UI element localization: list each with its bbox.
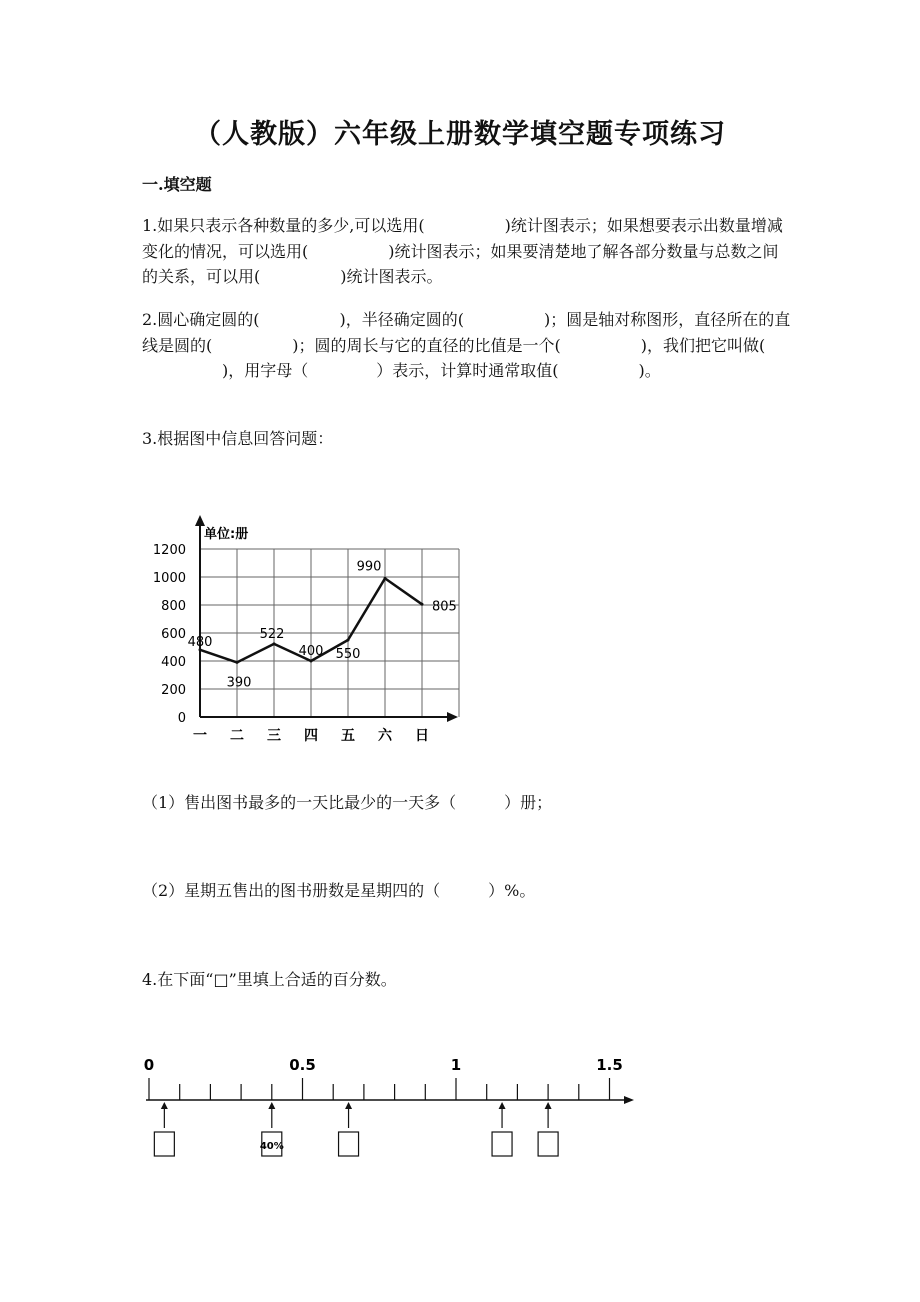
pointer-arrow-head: [499, 1102, 506, 1109]
question-3: 3.根据图中信息回答问题：: [142, 429, 334, 448]
pointer-arrow-head: [268, 1102, 275, 1109]
x-tick-label: 一: [193, 728, 207, 744]
chart-unit-label: 单位:册: [204, 527, 249, 542]
y-tick-label: 1200: [152, 543, 186, 558]
number-line: [130, 1040, 650, 1170]
q1-text-1: 如果只表示各种数量的多少,可以选用(: [157, 216, 425, 235]
answer-box: [154, 1132, 174, 1156]
number-line-pointers: [161, 1102, 552, 1128]
answer-box: [538, 1132, 558, 1156]
x-tick-label: 三: [267, 728, 281, 744]
data-label: 480: [187, 634, 213, 650]
data-point: [347, 639, 350, 642]
data-point: [236, 661, 239, 664]
chart-data-labels: [188, 559, 457, 690]
question-3-sub-2: （2）星期五售出的图书册数是星期四的（ ）%。: [142, 881, 536, 900]
q2-text-8: )。: [638, 361, 661, 380]
q1-number: 1.: [142, 216, 158, 235]
chart-grid: [200, 549, 459, 717]
y-axis-arrow: [195, 515, 205, 526]
q2-text-4: )；圆的周长与它的直径的比值是一个(: [292, 335, 561, 355]
data-label: 805: [432, 599, 457, 615]
question-2: [142, 307, 792, 384]
y-tick-label: 600: [161, 627, 186, 642]
x-tick-label: 六: [378, 728, 392, 744]
question-4: 4.在下面“□”里填上合适的百分数。: [142, 970, 397, 989]
number-line-ticks: [149, 1078, 610, 1100]
number-label: 0.5: [289, 1056, 316, 1074]
data-point: [273, 642, 276, 645]
data-point: [421, 603, 424, 606]
number-label: 1.5: [596, 1056, 623, 1074]
data-point: [310, 660, 313, 663]
x-axis-arrow: [447, 712, 458, 722]
q2-text-2: )，半径确定圆的(: [339, 310, 465, 329]
data-point: [384, 577, 387, 580]
x-tick-label: 五: [341, 728, 355, 744]
answer-box: [492, 1132, 512, 1156]
q1-text-4: )统计图表示。: [340, 267, 443, 286]
q2-text-1: 圆心确定圆的(: [157, 310, 260, 329]
section-heading: 一.填空题: [142, 175, 212, 194]
chart-y-ticks: [153, 543, 186, 726]
pointer-arrow-head: [345, 1102, 352, 1109]
x-tick-label: 日: [415, 728, 429, 744]
number-line-axis: [146, 1096, 634, 1104]
answer-box-value: 40%: [259, 1141, 284, 1152]
number-label: 0: [143, 1056, 155, 1074]
q2-text-6: )，用字母（: [222, 361, 309, 380]
data-label: 522: [259, 626, 285, 642]
number-line-labels: [144, 1056, 623, 1074]
line-chart: [140, 505, 470, 755]
page-title: （人教版）六年级上册数学填空题专项练习: [194, 119, 726, 150]
x-tick-label: 四: [304, 728, 318, 744]
x-tick-label: 二: [230, 728, 244, 744]
q2-number: 2.: [142, 310, 158, 329]
pointer-arrow-head: [161, 1102, 168, 1109]
q2-text-3: )；圆是轴对称图形，直径所在的直线是圆的(: [142, 310, 791, 355]
chart-axes: [195, 515, 458, 722]
axis-arrow: [624, 1096, 634, 1104]
number-label: 1: [450, 1056, 462, 1074]
data-label: 550: [335, 647, 361, 662]
y-tick-label: 400: [161, 655, 186, 670]
data-label: 990: [356, 559, 382, 575]
question-3-sub-1: （1）售出图书最多的一天比最少的一天多（ ）册；: [142, 793, 553, 812]
q1-text-3: )统计图表示；如果要清楚地了解各部分数量与总数之间的关系，可以用(: [142, 241, 779, 286]
y-tick-label: 800: [161, 599, 186, 614]
pointer-arrow-head: [545, 1102, 552, 1109]
answer-boxes: [154, 1132, 558, 1156]
y-tick-label: 1000: [152, 571, 186, 586]
y-tick-label: 200: [161, 683, 186, 698]
data-label: 400: [298, 644, 324, 659]
chart-x-ticks: [193, 727, 429, 744]
y-tick-label: 0: [177, 711, 186, 726]
q2-text-5: )，我们把它叫做(: [640, 335, 766, 355]
q2-text-7: ）表示，计算时通常取值(: [376, 361, 559, 380]
question-1: [142, 213, 792, 290]
data-label: 390: [226, 675, 252, 691]
answer-box: [339, 1132, 359, 1156]
q1-text-2: )统计图表示；如果想要表示出数量增减变化的情况，可以选用(: [142, 216, 783, 261]
